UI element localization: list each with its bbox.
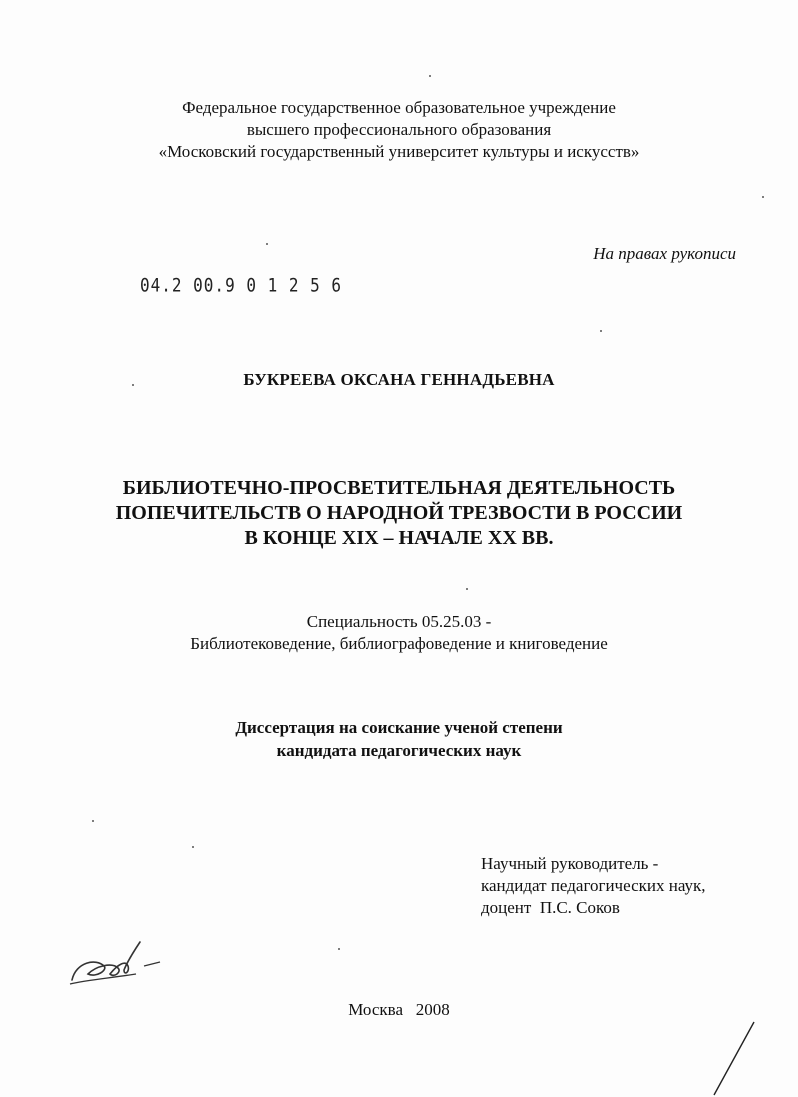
title-line-3: В КОНЦЕ XIX – НАЧАЛЕ XX ВВ. (244, 527, 554, 549)
margin-stroke (708, 1020, 758, 1097)
scan-speck (338, 948, 340, 950)
supervisor-block (481, 853, 706, 919)
title-line-1: БИБЛИОТЕЧНО-ПРОСВЕТИТЕЛЬНАЯ ДЕЯТЕЛЬНОСТЬ (122, 477, 676, 499)
scan-speck (192, 846, 194, 848)
specialty-name: Библиотековедение, библиографоведение и книговедение (190, 634, 608, 653)
degree-line-2: кандидата педагогических наук (276, 741, 522, 760)
supervisor-degree: кандидат педагогических наук, (481, 876, 706, 895)
rights-note: На правах рукописи (593, 244, 736, 263)
scan-speck (466, 588, 468, 590)
signature-mark (66, 940, 166, 990)
scan-speck (762, 196, 764, 198)
scan-speck (266, 243, 268, 245)
dissertation-title (0, 476, 798, 551)
author-name: БУКРЕЕВА ОКСАНА ГЕННАДЬЕВНА (243, 370, 555, 389)
supervisor-role: Научный руководитель - (481, 854, 659, 873)
supervisor-name: доцент П.С. Соков (481, 898, 620, 917)
degree-line-1: Диссертация на соискание ученой степени (235, 718, 563, 737)
registration-stamp: 04.2 00.9 0 1 2 5 6 (140, 274, 343, 296)
degree-block (0, 716, 798, 762)
title-line-2: ПОПЕЧИТЕЛЬСТВ О НАРОДНОЙ ТРЕЗВОСТИ В РОССИИ (115, 502, 683, 524)
specialty-block (0, 611, 798, 655)
institution-line-1: Федеральное государственное образовательное учреждение (182, 98, 616, 117)
scan-speck (429, 75, 431, 77)
institution-block (0, 97, 798, 163)
scan-speck (92, 820, 94, 822)
scan-speck (600, 330, 602, 332)
place-and-year: Москва 2008 (348, 1000, 450, 1019)
specialty-code: Специальность 05.25.03 - (306, 612, 492, 631)
institution-line-3: «Московский государственный университет культуры и искусств» (158, 142, 640, 161)
institution-line-2: высшего профессионального образования (246, 120, 552, 139)
scan-speck (132, 384, 134, 386)
